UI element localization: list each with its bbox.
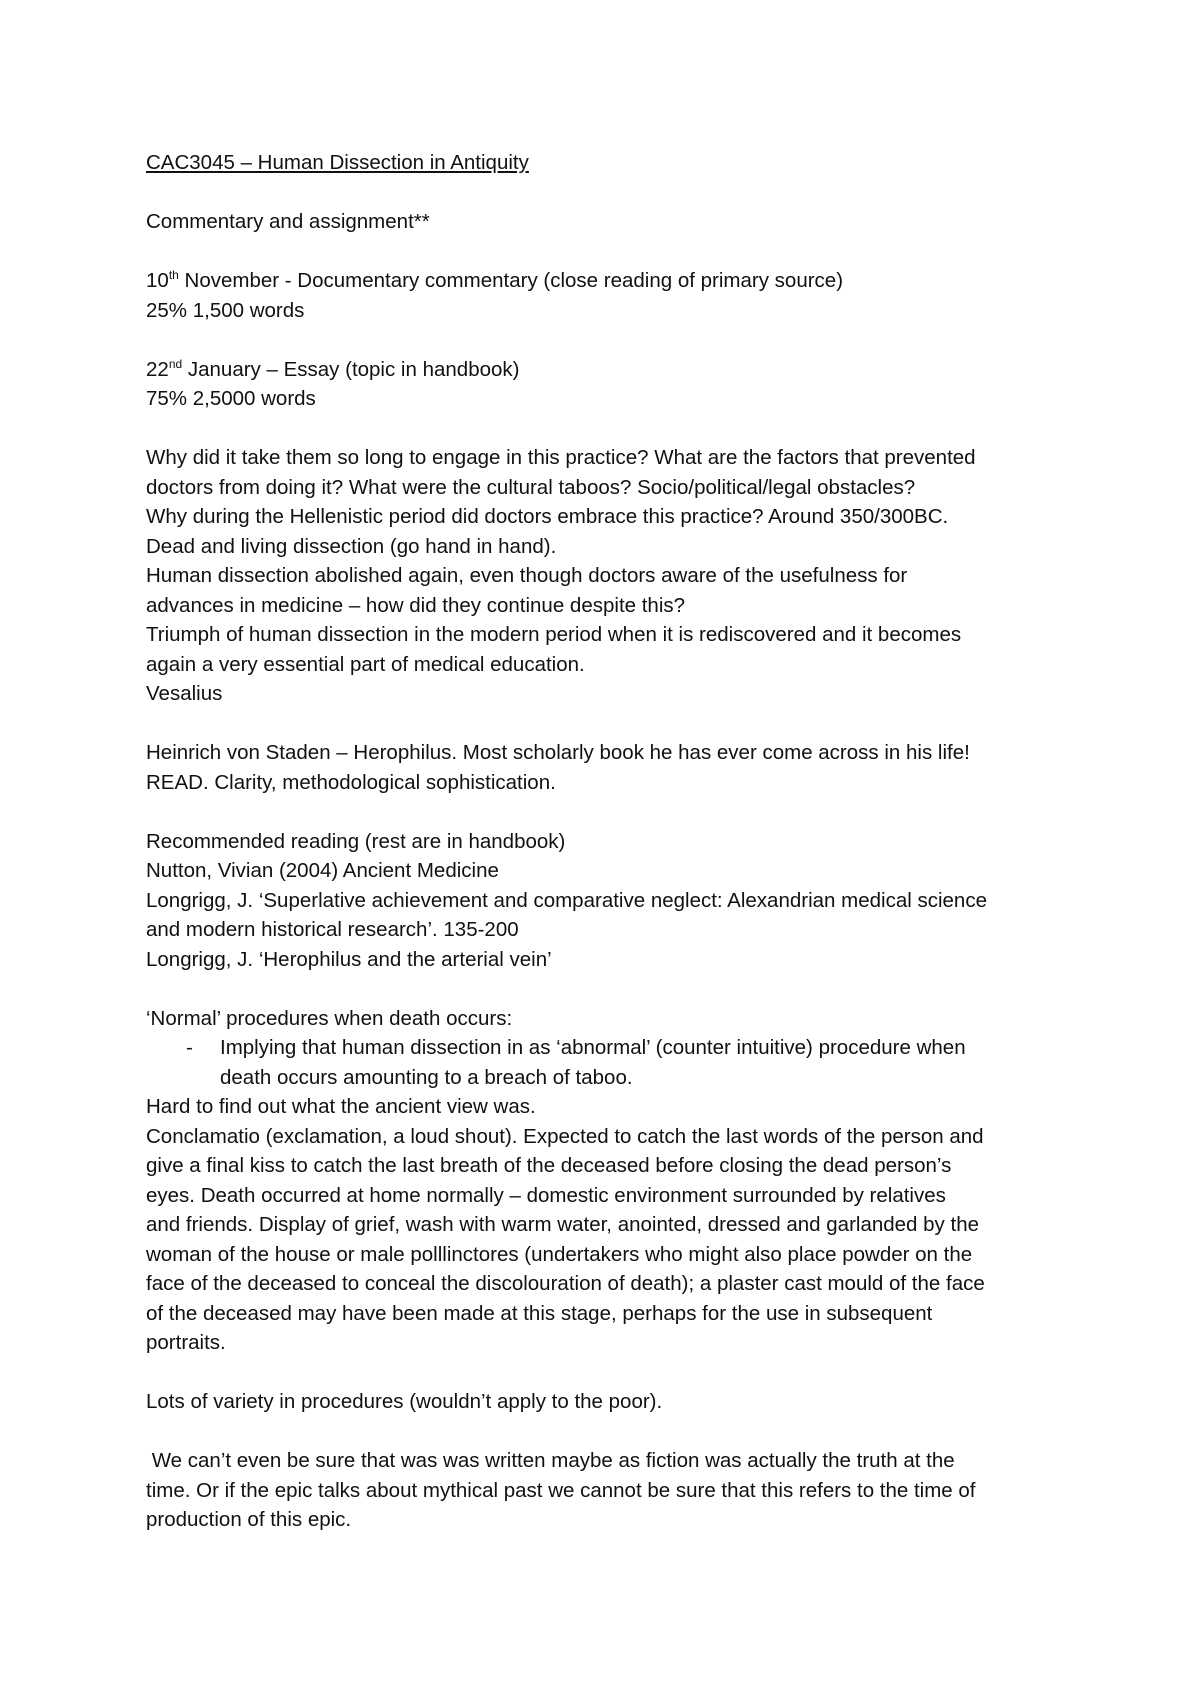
closing-paragraph: [146, 1446, 1096, 1535]
reading-item: and modern historical research’. 135-200: [146, 918, 519, 941]
spacer: [146, 1358, 1096, 1388]
text-line: Heinrich von Staden – Herophilus. Most scholarly book he has ever come across in his life!: [146, 741, 970, 764]
spacer: [146, 325, 1096, 355]
text-line: Why did it take them so long to engage in this practice? What are the factors that prevented: [146, 446, 976, 469]
text-line: We can’t even be sure that was was written maybe as fiction was actually the truth at the: [146, 1449, 955, 1472]
spacer: [146, 709, 1096, 739]
assignment-description: January – Essay (topic in handbook): [182, 357, 520, 381]
assignment-detail: 75% 2,5000 words: [146, 387, 316, 410]
text-line: doctors from doing it? What were the cultural taboos? Socio/political/legal obstacles?: [146, 475, 916, 499]
text-line: Vesalius: [146, 682, 223, 705]
text-line: of the deceased may have been made at this stage, perhaps for the use in subsequent: [146, 1301, 933, 1325]
staden-paragraph: [146, 738, 1096, 797]
document-title: CAC3045 – Human Dissection in Antiquity: [146, 151, 529, 174]
document-subtitle: Commentary and assignment**: [146, 210, 430, 233]
spacer: [146, 797, 1096, 827]
text-line: face of the deceased to conceal the discolouration of death); a plaster cast mould of the face: [146, 1272, 985, 1295]
spacer: [146, 178, 1096, 208]
document-page: [146, 148, 1096, 1535]
spacer: [146, 974, 1096, 1004]
procedures-heading: ‘Normal’ procedures when death occurs:: [146, 1006, 513, 1030]
text-line: again a very essential part of medical education.: [146, 652, 585, 676]
spacer: [146, 237, 1096, 267]
text-line: Hard to find out what the ancient view was.: [146, 1095, 536, 1118]
reading-item: Longrigg, J. ‘Superlative achievement and comparative neglect: Alexandrian medical science: [146, 888, 987, 912]
text-line: Conclamatio (exclamation, a loud shout). Expected to catch the last words of the person and: [146, 1124, 984, 1148]
spacer: [146, 414, 1096, 444]
text-line: advances in medicine – how did they continue despite this?: [146, 593, 686, 617]
assignment-day-suffix: nd: [168, 356, 183, 371]
bullet-item: [146, 1033, 1096, 1063]
text-line: Triumph of human dissection in the modern period when it is rediscovered and it becomes: [146, 623, 962, 646]
reading-heading: Recommended reading (rest are in handbook): [146, 829, 566, 853]
text-line: Dead and living dissection (go hand in hand).: [146, 534, 557, 558]
questions-paragraph: [146, 443, 1096, 709]
assignment-line: [146, 266, 1096, 296]
assignment-day-suffix: th: [168, 268, 179, 283]
bullet-text: Implying that human dissection in as ‘abnormal’ (counter intuitive) procedure when: [220, 1036, 966, 1059]
text-line: woman of the house or male polllinctores (undertakers who might also place powder on the: [146, 1242, 973, 1266]
text-line: READ. Clarity, methodological sophistication.: [146, 770, 556, 794]
bullet-continuation: death occurs amounting to a breach of taboo.: [220, 1065, 633, 1089]
text-line: and friends. Display of grief, wash with warm water, anointed, dressed and garlanded by the: [146, 1213, 979, 1236]
recommended-reading: [146, 827, 1096, 975]
reading-item: Longrigg, J. ‘Herophilus and the arterial vein’: [146, 947, 552, 971]
assignment-essay: [146, 355, 1096, 414]
assignment-line: [146, 355, 1096, 385]
assignment-commentary: [146, 266, 1096, 325]
text-line: eyes. Death occurred at home normally – domestic environment surrounded by relatives: [146, 1183, 946, 1207]
reading-item: Nutton, Vivian (2004) Ancient Medicine: [146, 859, 499, 882]
variety-line: Lots of variety in procedures (wouldn’t apply to the poor).: [146, 1390, 663, 1413]
assignment-day: 22: [146, 357, 169, 381]
assignment-day: 10: [146, 269, 169, 292]
text-line: portraits.: [146, 1331, 226, 1354]
spacer: [146, 1417, 1096, 1447]
text-line: Human dissection abolished again, even though doctors aware of the usefulness for: [146, 564, 908, 587]
text-line: production of this epic.: [146, 1508, 352, 1531]
assignment-detail: 25% 1,500 words: [146, 298, 305, 322]
bullet-dash: -: [186, 1036, 193, 1059]
text-line: time. Or if the epic talks about mythical past we cannot be sure that this refers to the time of: [146, 1478, 976, 1502]
procedures-section: [146, 1004, 1096, 1358]
text-line: Why during the Hellenistic period did doctors embrace this practice? Around 350/300BC.: [146, 505, 949, 528]
assignment-description: November - Documentary commentary (close reading of primary source): [178, 269, 844, 292]
text-line: give a final kiss to catch the last breath of the deceased before closing the dead person’s: [146, 1154, 952, 1177]
